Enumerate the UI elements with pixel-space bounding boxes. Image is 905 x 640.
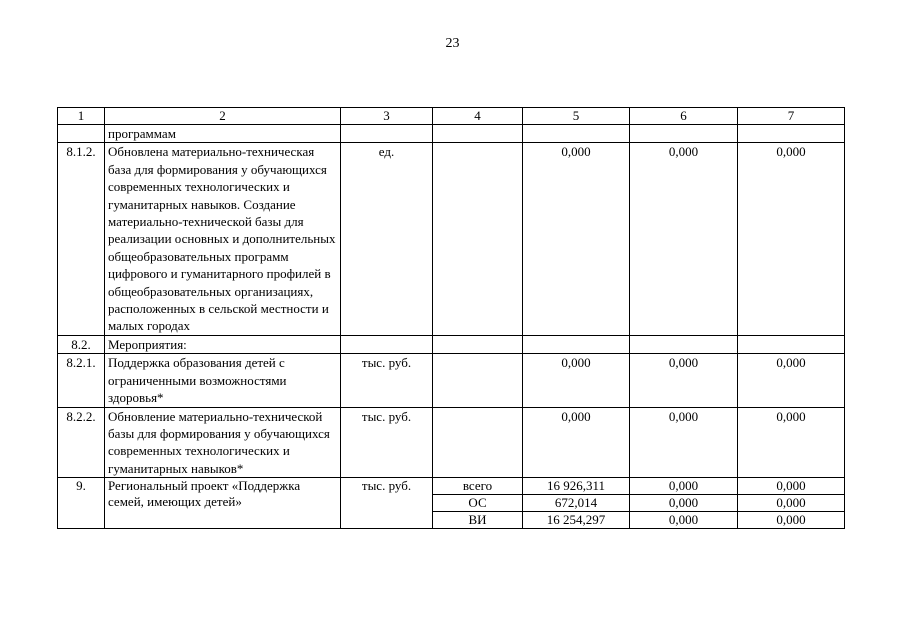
- row-number: [58, 125, 105, 143]
- row-value-7: 0,000: [738, 478, 845, 495]
- row-value-5: [523, 335, 630, 353]
- row-number: 9.: [58, 478, 105, 529]
- row-description: Обновление материально-технической базы для формирования у обучающихся современных технологических и гуманитарных навыков*: [105, 407, 341, 478]
- row-value-6: 0,000: [630, 354, 738, 407]
- row-source: [433, 143, 523, 335]
- row-source: [433, 335, 523, 353]
- row-value-5: 16 254,297: [523, 512, 630, 529]
- row-value-7: 0,000: [738, 143, 845, 335]
- col-header-2: 2: [105, 108, 341, 125]
- row-value-6: 0,000: [630, 407, 738, 478]
- table-row: [58, 143, 845, 335]
- row-unit: тыс. руб.: [341, 478, 433, 529]
- row-value-6: [630, 335, 738, 353]
- row-value-7: 0,000: [738, 512, 845, 529]
- row-value-7: [738, 125, 845, 143]
- row-unit: тыс. руб.: [341, 407, 433, 478]
- row-number: 8.2.: [58, 335, 105, 353]
- table-row: [58, 407, 845, 478]
- row-number: 8.2.2.: [58, 407, 105, 478]
- row-source: [433, 125, 523, 143]
- col-header-3: 3: [341, 108, 433, 125]
- row-value-5: 0,000: [523, 143, 630, 335]
- row-value-6: [630, 125, 738, 143]
- row-unit: [341, 335, 433, 353]
- row-number: 8.2.1.: [58, 354, 105, 407]
- col-header-5: 5: [523, 108, 630, 125]
- col-header-6: 6: [630, 108, 738, 125]
- row-value-6: 0,000: [630, 512, 738, 529]
- row-description: Мероприятия:: [105, 335, 341, 353]
- table-row: [58, 478, 845, 495]
- row-unit: [341, 125, 433, 143]
- table-row: [58, 354, 845, 407]
- col-header-7: 7: [738, 108, 845, 125]
- row-value-5: 672,014: [523, 495, 630, 512]
- row-source: ВИ: [433, 512, 523, 529]
- row-value-7: 0,000: [738, 407, 845, 478]
- page-number: 23: [445, 36, 460, 51]
- table-row: [58, 125, 845, 143]
- budget-table: [57, 107, 845, 529]
- row-source: ОС: [433, 495, 523, 512]
- header-row: [58, 108, 845, 125]
- row-description: программам: [105, 125, 341, 143]
- row-description: Региональный проект «Поддержка семей, имеющих детей»: [105, 478, 341, 529]
- row-source: всего: [433, 478, 523, 495]
- row-value-7: 0,000: [738, 495, 845, 512]
- row-value-5: 16 926,311: [523, 478, 630, 495]
- row-number: 8.1.2.: [58, 143, 105, 335]
- row-value-5: 0,000: [523, 354, 630, 407]
- row-description: Обновлена материально-техническая база для формирования у обучающихся современных технологических и гуманитарных навыков. Создание материально-технической базы для реализации основных и дополнительных общеобразовательных программ цифрового и гуманитарного профилей в общеобразовательных организациях, расположенных в сельской местности и малых городах: [105, 143, 341, 335]
- row-value-5: [523, 125, 630, 143]
- col-header-4: 4: [433, 108, 523, 125]
- row-unit: тыс. руб.: [341, 354, 433, 407]
- row-value-6: 0,000: [630, 143, 738, 335]
- col-header-1: 1: [58, 108, 105, 125]
- row-source: [433, 354, 523, 407]
- row-value-5: 0,000: [523, 407, 630, 478]
- row-unit: ед.: [341, 143, 433, 335]
- row-value-6: 0,000: [630, 495, 738, 512]
- row-source: [433, 407, 523, 478]
- row-value-7: [738, 335, 845, 353]
- row-value-7: 0,000: [738, 354, 845, 407]
- row-description: Поддержка образования детей с ограниченными возможностями здоровья*: [105, 354, 341, 407]
- row-value-6: 0,000: [630, 478, 738, 495]
- table-row: [58, 335, 845, 353]
